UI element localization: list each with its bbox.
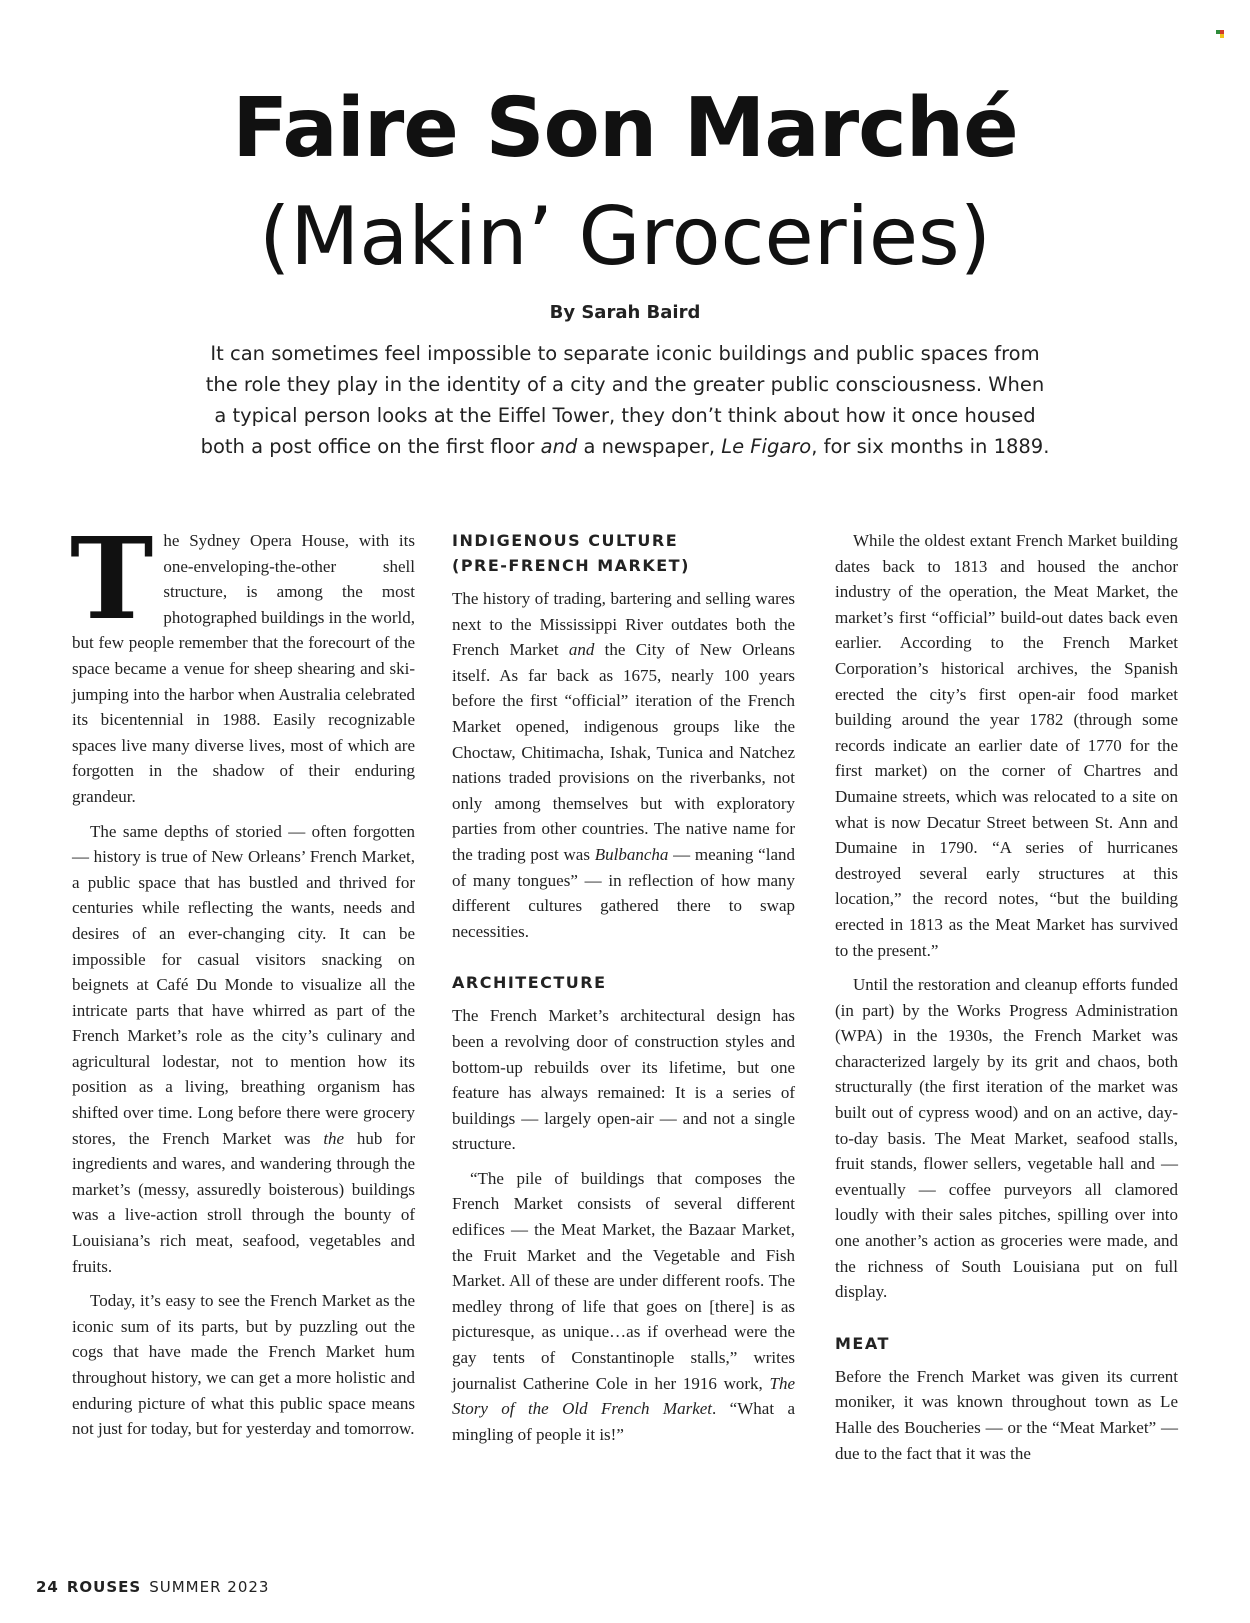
brand-name: ROUSES [66,1578,142,1596]
section-heading-indigenous: INDIGENOUS CULTURE (PRE-FRENCH MARKET) [452,531,690,575]
section-heading-meat: MEAT [835,1333,890,1353]
section-heading-architecture: ARCHITECTURE [452,973,607,993]
issue-label: SUMMER 2023 [149,1578,270,1596]
paragraph-architecture-2: “The pile of buildings that composes the French Market consists of several different edifices — the Meat Market, the Bazaar Market, the Fruit Market and the Vegetable and Fish Market. All of these are under different roofs. The medley throng of life that goes on [there] is as picturesque, as unique…as if overhead were the gay tents of Constantinople stalls,” writes journalist Catherine Cole in her 1916 work, The Story of the Old French Market. “What a mingling of people it is!” [452,1168,796,1444]
paragraph-meat: Before the French Market was given its current moniker, it was known throughout town as Le Halle des Boucheries — or the “Meat Market” — due to the fact that it was the [835,1366,1178,1463]
column-2 [452,528,795,1456]
column-3 [835,528,1178,1475]
title-line-2: (Makin’ Groceries) [259,190,991,283]
page-number: 24 [36,1578,59,1596]
paragraph-market-history: While the oldest extant French Market building dates back to 1813 and housed the anchor industry of the operation, the Meat Market, the market’s first “official” build-out dates back even earlier. According to the French Market Corporation’s historical archives, the Spanish erected the city’s first open-air food market building around the year 1782 (through some records indicate an earlier date of 1770 for the first market) on the corner of Chartres and Dumaine streets, which was relocated to a site on what is now Decatur Street between St. Ann and Dumaine in 1790. “A series of hurricanes destroyed several early structures at this location,” the record notes, “but the building erected in 1813 as the Meat Market has survived to the present.” [835,531,1178,960]
page-footer [36,1578,269,1596]
color-mark-icon [1216,30,1226,38]
paragraph-architecture-1: The French Market’s architectural design has been a revolving door of construction styles and bottom-up rebuilds over its lifetime, but one feature has always remained: It is a series of buildings — largely open-air — and not a single structure. [452,1006,795,1154]
column-1 [70,514,416,1451]
intro-paragraph: It can sometimes feel impossible to separate iconic buildings and public spaces from the role they play in the identity of a city and the greater public consciousness. When a typical person looks at the Eiffel Tower, they don’t think about how it once housed both a post office on the first floor and a newspaper, Le Figaro, for six months in 1889. [200,342,1050,458]
byline: By Sarah Baird [549,302,701,323]
paragraph-1: The Sydney Opera House, with its one-enveloping-the-other shell structure, is among the most photographed buildings in the world, but few people remember that the forecourt of the space became a venue for sheep shearing and ski-jumping into the harbor when Australia celebrated its bicentennial in 1988. Easily recognizable spaces live many diverse lives, most of which are forgotten in the shadow of their enduring grandeur. [70,514,416,806]
title-line-1: Faire Son Marché [232,81,1018,176]
paragraph-2: The same depths of storied — often forgotten — history is true of New Orleans’ French Market, a public space that has bustled and thrived for centuries while reflecting the wants, needs and desires of an ever-changing city. It can be impossible for casual visitors snacking on beignets at Café Du Monde to visualize all the intricate parts that have whirred as part of the French Market’s role as the city’s culinary and agricultural lodestar, not to mention how its position as a living, breathing organism has shifted over time. Long before there were grocery stores, the French Market was the hub for ingredients and wares, and wandering through the market’s (messy, assuredly boisterous) buildings was a live-action stroll through the bounty of Louisiana’s rich meat, seafood, vegetables and fruits. [72,821,415,1276]
paragraph-indigenous: The history of trading, bartering and selling wares next to the Mississippi River outdates both the French Market and the City of New Orleans itself. As far back as 1675, nearly 100 years before the first “official” iteration of the French Market opened, indigenous groups like the Choctaw, Chitimacha, Ishak, Tunica and Natchez nations traded provisions on the riverbanks, not only among themselves but with exploratory parties from other countries. The native name for the trading post was Bulbancha — meaning “land of many tongues” — in reflection of how many different cultures gathered there to swap necessities. [452,589,795,941]
paragraph-3: Today, it’s easy to see the French Market as the iconic sum of its parts, but by puzzling out the cogs that have made the French Market hum throughout history, we can get a more holistic and enduring picture of what this public space means not just for today, but for yesterday and tomorrow. [72,1291,415,1439]
drop-cap: T [70,514,154,645]
paragraph-wpa: Until the restoration and cleanup efforts funded (in part) by the Works Progress Administration (WPA) in the 1930s, the French Market was characterized largely by its grit and chaos, both structurally (the first iteration of the market was built out of cypress wood) and on an active, day-to-day basis. The Meat Market, seafood stalls, fruit stands, flower sellers, vegetable hall and — eventually — coffee purveyors all clamored loudly with their sales pitches, spilling over into one another’s action as groceries were made, and the richness of South Louisiana put on full display. [835,975,1178,1302]
